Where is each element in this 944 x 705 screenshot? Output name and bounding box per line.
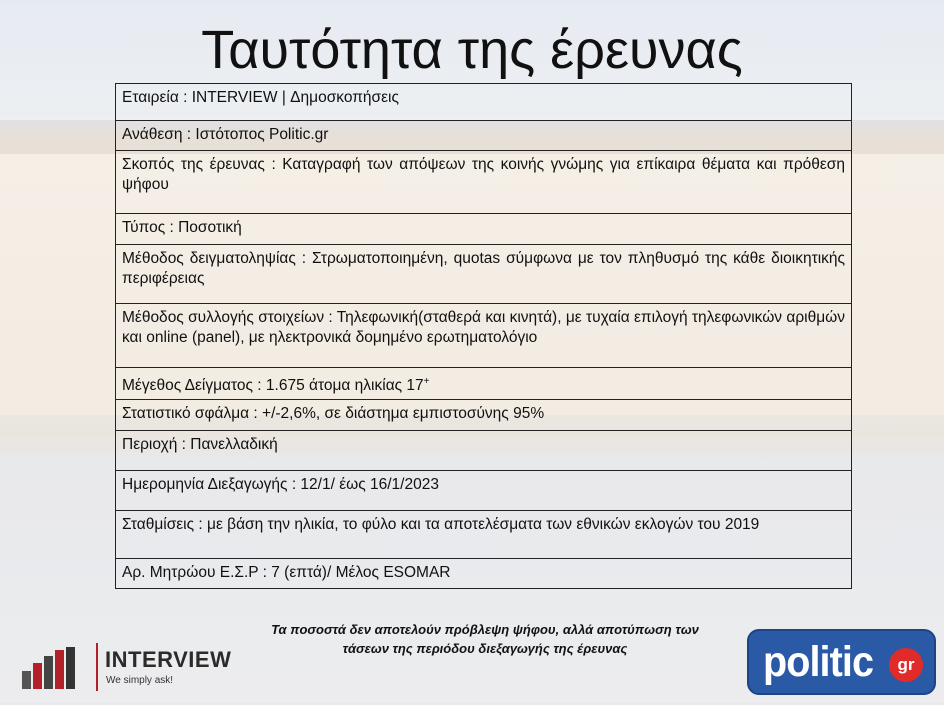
interview-logo-tagline: We simply ask! bbox=[106, 675, 174, 686]
disclaimer-line-1: Τα ποσοστά δεν αποτελούν πρόβλεψη ψήφου, αλλά αποτύπωση των bbox=[271, 622, 699, 637]
table-row bbox=[116, 121, 852, 151]
row-sample-size bbox=[116, 368, 852, 400]
row-statistical-error: Στατιστικό σφάλμα : +/-2,6%, σε διάστημα εμπιστοσύνης 95% bbox=[116, 400, 852, 431]
page-title: Ταυτότητα της έρευνας bbox=[201, 20, 743, 80]
row-collection-method: Μέθοδος συλλογής στοιχείων : Τηλεφωνική(σταθερά και κινητά), με τυχαία επιλογή τηλεφωνικών αριθμών και online (panel), με ηλεκτρονικά δομημένο ερωτηματολόγιο bbox=[116, 304, 852, 368]
row-region: Περιοχή : Πανελλαδική bbox=[116, 431, 852, 471]
sample-size-text: Μέγεθος Δείγματος : 1.675 άτομα ηλικίας 17 bbox=[122, 377, 424, 395]
row-commission: Ανάθεση : Ιστότοπος Politic.gr bbox=[116, 121, 852, 151]
sample-size-superscript: + bbox=[423, 376, 430, 387]
row-weighting: Σταθμίσεις : με βάση την ηλικία, το φύλο και τα αποτελέσματα των εθνικών εκλογών του 2019 bbox=[116, 511, 852, 559]
row-date: Ημερομηνία Διεξαγωγής : 12/1/ έως 16/1/2023 bbox=[116, 471, 852, 511]
table-row bbox=[116, 84, 852, 121]
row-sampling-method: Μέθοδος δειγματοληψίας : Στρωματοποιημένη, quotas σύμφωνα με τον πληθυσμό της κάθε διοικητικής περιφέρειας bbox=[116, 245, 852, 304]
row-company: Εταιρεία : INTERVIEW | Δημοσκοπήσεις bbox=[116, 84, 852, 121]
row-purpose: Σκοπός της έρευνας : Καταγραφή των απόψεων της κοινής γνώμης για επίκαιρα θέματα και πρόθεση ψήφου bbox=[116, 151, 852, 214]
table-row bbox=[116, 559, 852, 589]
table-row bbox=[116, 304, 852, 368]
disclaimer-line-2: τάσεων της περιόδου διεξαγωγής της έρευνας bbox=[342, 641, 628, 656]
interview-logo-name: INTERVIEW bbox=[105, 647, 232, 672]
table-row bbox=[116, 214, 852, 245]
table-row bbox=[116, 471, 852, 511]
interview-logo bbox=[22, 641, 232, 693]
disclaimer-note bbox=[205, 620, 765, 658]
survey-identity-table bbox=[115, 83, 852, 589]
interview-bars-icon bbox=[22, 647, 74, 689]
row-type: Τύπος : Ποσοτική bbox=[116, 214, 852, 245]
table-row bbox=[116, 511, 852, 559]
table-row bbox=[116, 245, 852, 304]
politic-gr-logo bbox=[747, 629, 936, 695]
politic-logo-text: politic bbox=[763, 638, 874, 686]
table-row bbox=[116, 431, 852, 471]
table-row bbox=[116, 400, 852, 431]
politic-logo-badge: gr bbox=[889, 648, 923, 682]
table-row bbox=[116, 151, 852, 214]
interview-divider bbox=[96, 643, 98, 691]
table-row bbox=[116, 368, 852, 400]
row-registry: Αρ. Μητρώου Ε.Σ.Ρ : 7 (επτά)/ Μέλος ESOMAR bbox=[116, 559, 852, 589]
